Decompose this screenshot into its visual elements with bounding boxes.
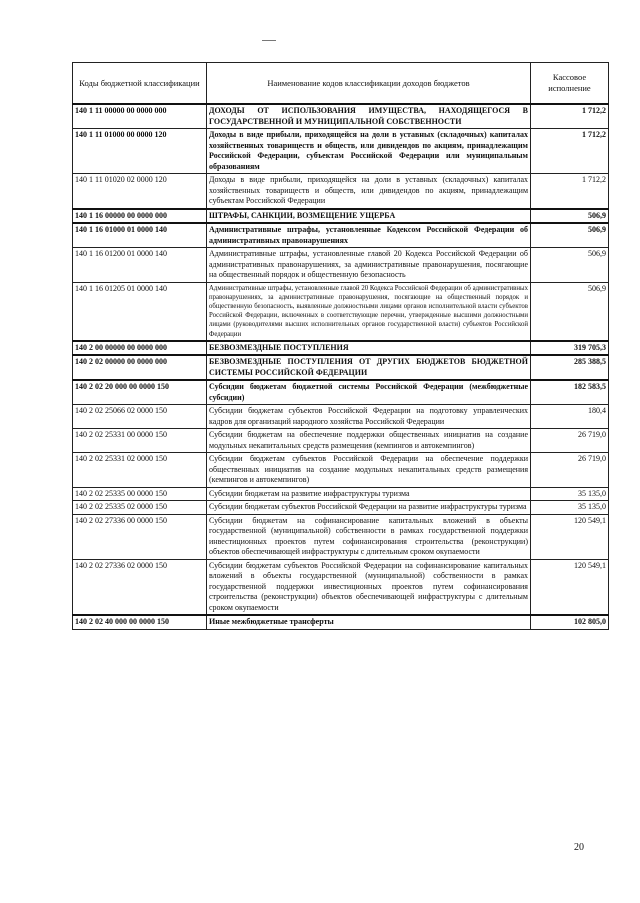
row-code: 140 1 16 00000 00 0000 000 xyxy=(73,209,207,224)
row-name: Субсидии бюджетам субъектов Российской Федерации на обеспечение поддержки общественных инициатив на создание модульных некапитальных средств размещения (кемпингов и автокемпингов) xyxy=(207,453,531,488)
table-row xyxy=(73,282,609,341)
row-code: 140 2 02 20 000 00 0000 150 xyxy=(73,380,207,405)
table-row xyxy=(73,223,609,248)
header-codes: Коды бюджетной классификации xyxy=(73,63,207,105)
row-name: БЕЗВОЗМЕЗДНЫЕ ПОСТУПЛЕНИЯ xyxy=(207,341,531,356)
row-code: 140 1 16 01200 01 0000 140 xyxy=(73,248,207,283)
row-amount: 120 549,1 xyxy=(531,514,609,559)
row-amount: 319 705,3 xyxy=(531,341,609,356)
row-name: Субсидии бюджетам субъектов Российской Федерации на софинансирование капитальных вложений в объекты государственной (муниципальной) собственности в рамках государственной поддержки инвестиционных проектов путем софинансирования строительства (реконструкции) объектов обеспечивающей инфраструктуры с длительным сроком окупаемости xyxy=(207,559,531,615)
row-name: Субсидии бюджетам субъектов Российской Федерации на подготовку управленческих кадров для организаций народного хозяйства Российской Федерации xyxy=(207,405,531,429)
row-name: Доходы в виде прибыли, приходящейся на доли в уставных (складочных) капиталах хозяйственных товариществ и обществ, или дивидендов по акциям, принадлежащим субъектам Российской Федерации xyxy=(207,174,531,209)
row-code: 140 2 02 27336 02 0000 150 xyxy=(73,559,207,615)
row-name: ДОХОДЫ ОТ ИСПОЛЬЗОВАНИЯ ИМУЩЕСТВА, НАХОДЯЩЕГОСЯ В ГОСУДАРСТВЕННОЙ И МУНИЦИПАЛЬНОЙ СОБСТВЕННОСТИ xyxy=(207,104,531,129)
table-row xyxy=(73,487,609,501)
row-code: 140 2 02 25331 02 0000 150 xyxy=(73,453,207,488)
row-name: БЕЗВОЗМЕЗДНЫЕ ПОСТУПЛЕНИЯ ОТ ДРУГИХ БЮДЖЕТОВ БЮДЖЕТНОЙ СИСТЕМЫ РОССИЙСКОЙ ФЕДЕРАЦИИ xyxy=(207,355,531,380)
table-row xyxy=(73,380,609,405)
row-amount: 182 583,5 xyxy=(531,380,609,405)
row-code: 140 2 02 25066 02 0000 150 xyxy=(73,405,207,429)
row-amount: 26 719,0 xyxy=(531,453,609,488)
header-amount: Кассовое исполнение xyxy=(531,63,609,105)
table-row xyxy=(73,615,609,629)
table-row xyxy=(73,248,609,283)
row-code: 140 1 16 01205 01 0000 140 xyxy=(73,282,207,341)
table-row xyxy=(73,129,609,174)
row-name: Иные межбюджетные трансферты xyxy=(207,615,531,629)
table-row xyxy=(73,104,609,129)
row-code: 140 2 02 25335 00 0000 150 xyxy=(73,487,207,501)
table-row xyxy=(73,501,609,515)
row-amount: 35 135,0 xyxy=(531,501,609,515)
row-amount: 1 712,2 xyxy=(531,104,609,129)
table-row xyxy=(73,429,609,453)
row-amount: 102 805,0 xyxy=(531,615,609,629)
table-row xyxy=(73,453,609,488)
row-name: Административные штрафы, установленные Кодексом Российской Федерации об административных правонарушениях xyxy=(207,223,531,248)
row-name: Субсидии бюджетам на развитие инфраструктуры туризма xyxy=(207,487,531,501)
budget-revenue-table xyxy=(72,62,609,630)
table-row xyxy=(73,405,609,429)
row-name: Субсидии бюджетам субъектов Российской Федерации на развитие инфраструктуры туризма xyxy=(207,501,531,515)
row-amount: 506,9 xyxy=(531,209,609,224)
row-code: 140 2 02 25335 02 0000 150 xyxy=(73,501,207,515)
row-code: 140 2 00 00000 00 0000 000 xyxy=(73,341,207,356)
row-amount: 506,9 xyxy=(531,223,609,248)
row-name: Субсидии бюджетам на обеспечение поддержки общественных инициатив на создание модульных некапитальных средств размещения (кемпингов и автокемпингов) xyxy=(207,429,531,453)
row-code: 140 1 11 01000 00 0000 120 xyxy=(73,129,207,174)
table-row xyxy=(73,559,609,615)
row-code: 140 1 16 01000 01 0000 140 xyxy=(73,223,207,248)
table-row xyxy=(73,174,609,209)
row-amount: 120 549,1 xyxy=(531,559,609,615)
row-amount: 1 712,2 xyxy=(531,129,609,174)
page-number: 20 xyxy=(574,842,584,853)
row-name: Административные штрафы, установленные главой 20 Кодекса Российской Федерации об административных правонарушениях, за административные правонарушения, посягающие на общественный порядок и общественную безопасность xyxy=(207,248,531,283)
row-name: ШТРАФЫ, САНКЦИИ, ВОЗМЕЩЕНИЕ УЩЕРБА xyxy=(207,209,531,224)
row-code: 140 2 02 27336 00 0000 150 xyxy=(73,514,207,559)
table-body xyxy=(73,104,609,629)
row-amount: 506,9 xyxy=(531,248,609,283)
row-amount: 26 719,0 xyxy=(531,429,609,453)
scan-mark xyxy=(262,40,276,41)
table-row xyxy=(73,341,609,356)
row-amount: 35 135,0 xyxy=(531,487,609,501)
table-header-row xyxy=(73,63,609,105)
table-row xyxy=(73,209,609,224)
row-name: Субсидии бюджетам на софинансирование капитальных вложений в объекты государственной (муниципальной) собственности в рамках государственной поддержки инвестиционных проектов путем софинансирования строительства (реконструкции) объектов обеспечивающей инфраструктуры с длительным сроком окупаемости xyxy=(207,514,531,559)
row-code: 140 2 02 00000 00 0000 000 xyxy=(73,355,207,380)
table-row xyxy=(73,514,609,559)
row-code: 140 1 11 00000 00 0000 000 xyxy=(73,104,207,129)
row-name: Доходы в виде прибыли, приходящейся на доли в уставных (складочных) капиталах хозяйственных товариществ и обществ, или дивидендов по акциям, принадлежащим Российской Федерации, субъектам Российской Федерации или муниципальным образованиям xyxy=(207,129,531,174)
row-name: Субсидии бюджетам бюджетной системы Российской Федерации (межбюджетные субсидии) xyxy=(207,380,531,405)
row-code: 140 1 11 01020 02 0000 120 xyxy=(73,174,207,209)
row-amount: 1 712,2 xyxy=(531,174,609,209)
row-code: 140 2 02 40 000 00 0000 150 xyxy=(73,615,207,629)
row-code: 140 2 02 25331 00 0000 150 xyxy=(73,429,207,453)
row-name: Административные штрафы, установленные главой 20 Кодекса Российской Федерации об административных правонарушениях, за административные правонарушения, посягающие на общественный порядок и общественную безопасность, выявленные должностными лицами органов исполнительной власти субъектов Российской Федерации, включенных в соответствующие перечни, утвержденные высшими должностными лицами (руководителями высших исполнительных органов государственной власти) субъектов Российской Федерации xyxy=(207,282,531,341)
header-name: Наименование кодов классификации доходов бюджетов xyxy=(207,63,531,105)
row-amount: 506,9 xyxy=(531,282,609,341)
row-amount: 285 388,5 xyxy=(531,355,609,380)
table-row xyxy=(73,355,609,380)
row-amount: 180,4 xyxy=(531,405,609,429)
